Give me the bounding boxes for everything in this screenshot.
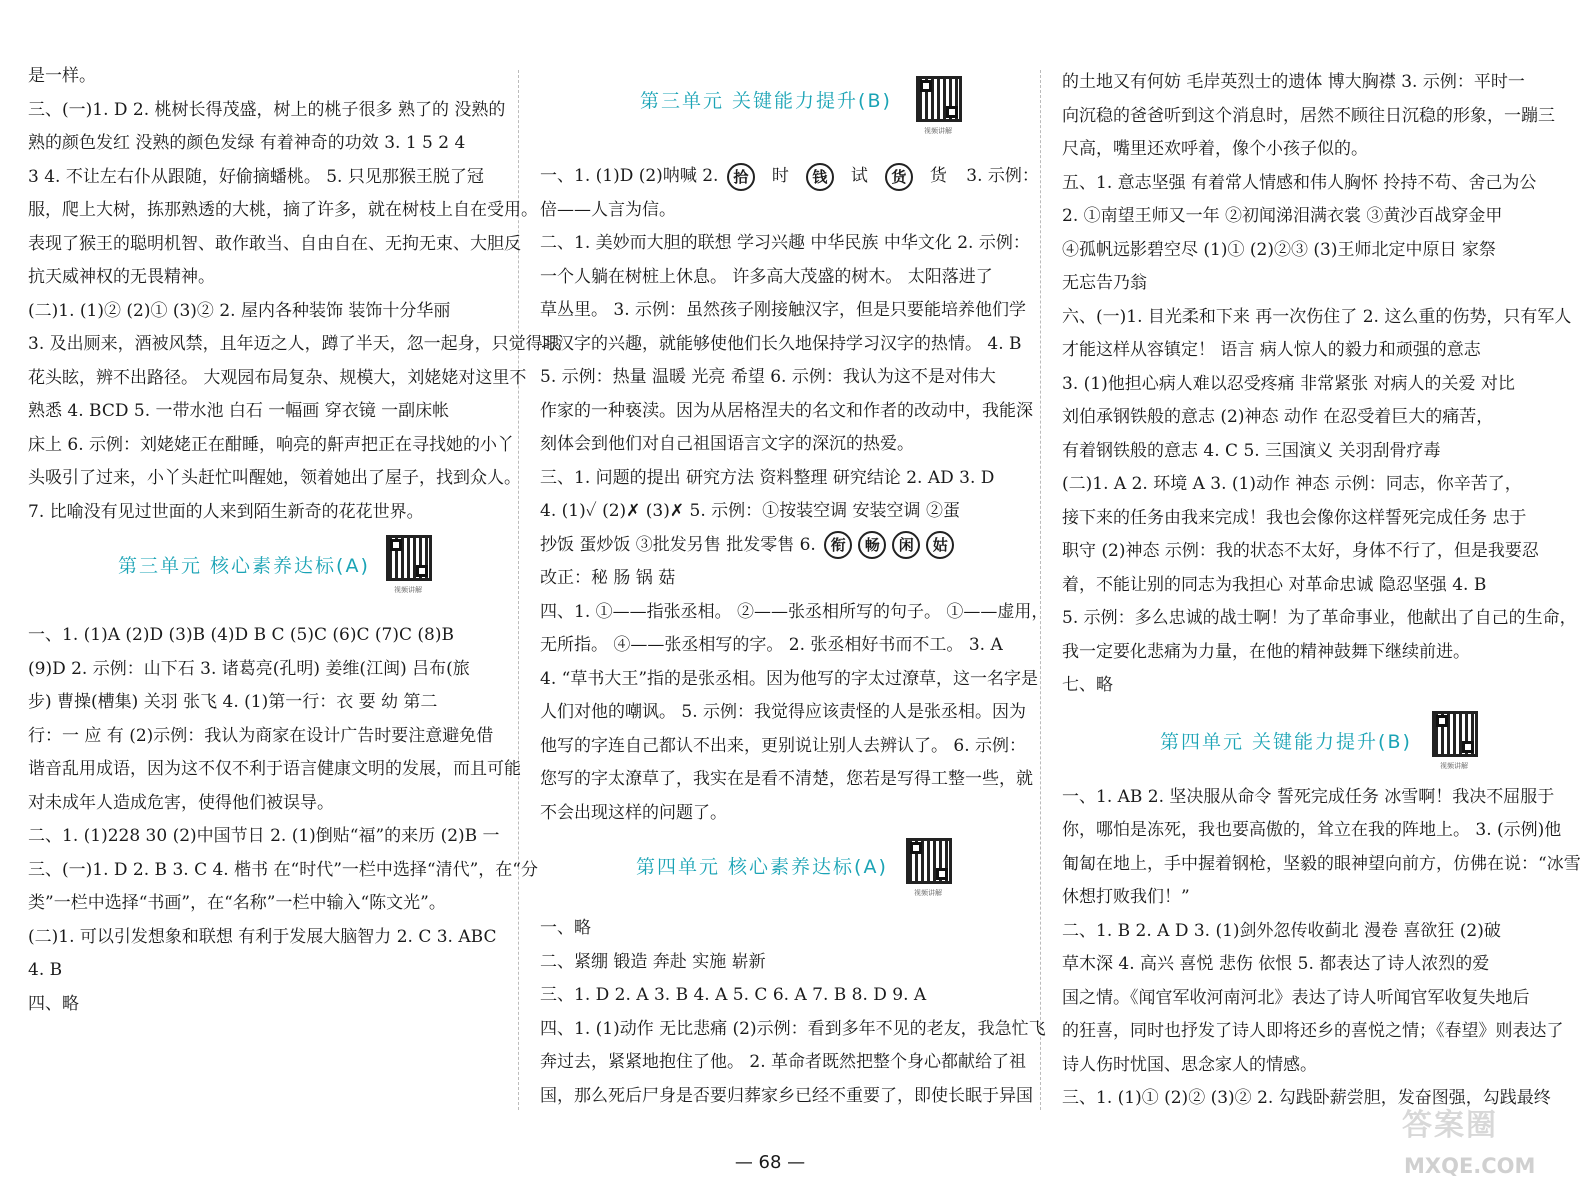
circled-char: 衔 [824, 531, 852, 559]
answer-line: 四、1. (1)动作 无比悲痛 (2)示例：看到多年不见的老友，我急忙飞 [540, 1018, 1046, 1039]
answer-line: 诗人伤时忧国、思念家人的情感。 [1062, 1054, 1317, 1075]
circled-char: 钱 [806, 163, 834, 191]
answer-line: 3. 及出厕来，酒被风禁，且年迈之人，蹲了半天，忽一起身，只觉得眼 [28, 334, 560, 354]
answer-line: 习汉字的兴趣，就能够使他们长久地保持学习汉字的热情。 4. B [540, 333, 1022, 354]
answer-block [1062, 781, 1581, 1116]
answer-line: 7. 比喻没有见过世面的人来到陌生新奇的花花世界。 [28, 501, 424, 522]
answer-line [540, 529, 1010, 563]
qr-caption: 视频讲解 [1440, 761, 1468, 770]
answer-text: 3. 示例： [966, 166, 1039, 186]
answer-line: 表现了猴王的聪明机智、敢作敢当、自由自在、无拘无束、大胆反 [28, 233, 521, 254]
answer-line: 你，哪怕是冻死，我也要高傲的，耸立在我的阵地上。 3. (示例)他 [1062, 820, 1562, 840]
answer-line: 刘伯承钢铁般的意志 (2)神态 动作 在忍受着巨大的痛苦， [1062, 407, 1494, 427]
answer-line: 我一定要化悲痛为力量，在他的精神鼓舞下继续前进。 [1062, 641, 1470, 662]
answer-block [540, 912, 1046, 1113]
answer-line: 是一样。 [28, 66, 96, 86]
answer-line: (9)D 2. 示例：山下石 3. 诸葛亮(孔明) 姜维(江闽) 吕布(旅 [28, 658, 470, 679]
answer-line: 三、(一)1. D 2. 桃树长得茂盛，树上的桃子很多 熟了的 没熟的 [28, 99, 506, 120]
qr-code-icon[interactable] [916, 76, 962, 122]
answer-text: 抄饭 蛋炒饭 ③批发另售 批发零售 6. [540, 534, 816, 555]
answer-line: (二)1. 可以引发想象和联想 有利于发展大脑智力 2. C 3. ABC [28, 926, 497, 947]
answer-line: 三、(一)1. D 2. B 3. C 4. 楷书 在“时代”一栏中选择“清代”，在“分 [28, 859, 538, 880]
answer-line: 类”一栏中选择“书画”，在“名称”一栏中输入“陈文光”。 [28, 893, 446, 913]
answer-line: 床上 6. 示例：刘姥姥正在酣睡，响亮的鼾声把正在寻找她的小丫 [28, 434, 515, 455]
plain-char: 时 [771, 166, 789, 186]
answer-line: 六、(一)1. 目光柔和下来 再一次伤住了 2. 这么重的伤势，只有军人 [1062, 306, 1572, 327]
answer-text: 一、1. (1)D (2)呐喊 2. [540, 166, 719, 186]
answer-column-middle [540, 10, 1049, 1106]
answer-line: 二、紧绷 锻造 奔赴 实施 崭新 [540, 951, 766, 972]
answer-line: 向沉稳的爸爸听到这个消息时，居然不顾往日沉稳的形象，一蹦三 [1062, 105, 1555, 126]
answer-line: 匍匐在地上，手中握着钢枪，坚毅的眼神望向前方，仿佛在说：“冰雪 [1062, 853, 1581, 874]
answer-line: 草木深 4. 高兴 喜悦 悲伤 依恨 5. 都表达了诗人浓烈的爱 [1062, 954, 1490, 974]
section-header [540, 10, 1010, 135]
answer-line: 4. “草书大王”指的是张丞相。因为他写的字太过潦草，这一名字是 [540, 668, 1039, 689]
answer-line: 三、1. 问题的提出 研究方法 资料整理 研究结论 2. AD 3. D [540, 467, 995, 488]
watermark-logo [1400, 1100, 1536, 1186]
answer-line: 二、1. B 2. A D 3. (1)剑外忽传收蓟北 漫卷 喜欲狂 (2)破 [1062, 920, 1501, 941]
answer-line: 二、1. (1)228 30 (2)中国节日 2. (1)倒贴“福”的来历 (2)B 一 [28, 826, 500, 846]
answer-line: 休想打败我们！” [1062, 887, 1190, 907]
section-title: 第三单元 核心素养达标(A) [118, 555, 370, 577]
answer-line: 职守 (2)神态 示例：我的状态不太好，身体不行了，但是我要忍 [1062, 541, 1539, 561]
answer-line: 的土地又有何妨 毛岸英烈士的遗体 博大胸襟 3. 示例：平时一 [1062, 72, 1525, 92]
qr-caption: 视频讲解 [394, 586, 422, 594]
circled-characters [724, 166, 961, 186]
section-header [28, 529, 498, 619]
answer-line: 谐音乱用成语，因为这不仅不利于语言健康文明的发展，而且可能 [28, 759, 521, 779]
qr-code-icon[interactable] [386, 535, 432, 581]
answer-column-left [28, 60, 560, 1120]
answer-block [540, 194, 1033, 529]
answer-line: 抗天威神权的无畏精神。 [28, 267, 215, 287]
answer-line: 人们对他的嘲讽。 5. 示例：我觉得应该责怪的人是张丞相。因为 [540, 702, 1027, 722]
answer-line: 作家的一种亵渎。因为从居格涅夫的名文和作者的改动中，我能深 [540, 400, 1033, 421]
answer-line: (二)1. A 2. 环境 A 3. (1)动作 神态 示例：同志，你辛苦了， [1062, 474, 1522, 494]
answer-line: 才能这样从容镇定！ 语言 病人惊人的毅力和顽强的意志 [1062, 340, 1481, 360]
circled-char: 拾 [727, 163, 755, 191]
answer-line: 接下来的任务由我来完成！我也会像你这样誓死完成任务 忠于 [1062, 507, 1527, 528]
answer-line: 服，爬上大树，拣那熟透的大桃，摘了许多，就在树枝上自在受用。 [28, 200, 538, 220]
plain-char: 试 [850, 166, 868, 186]
watermark-url: MXQE.COM [1404, 1154, 1536, 1178]
answer-line: 改正：秘 肠 锅 菇 [540, 568, 676, 588]
column-divider [518, 70, 519, 1110]
answer-line: 无所指。 ④——张丞相写的字。 2. 张丞相好书而不工。 3. A [540, 635, 1003, 655]
answer-line: 倍——人言为信。 [540, 199, 676, 220]
answer-line: 着，不能让别的同志为我担心 对革命忠诚 隐忍坚强 4. B [1062, 574, 1487, 595]
section-title: 第四单元 关键能力提升(B) [1160, 730, 1412, 753]
section-title: 第三单元 关键能力提升(B) [640, 90, 892, 112]
answer-line: 一、1. AB 2. 坚决服从命令 誓死完成任务 冰雪啊！我决不屈服于 [1062, 786, 1555, 807]
answer-block [540, 562, 1049, 830]
answer-line: 奔过去，紧紧地抱住了他。 2. 革命者既然把整个身心都献给了祖 [540, 1052, 1027, 1072]
answer-line: ④孤帆远影碧空尽 (1)① (2)②③ (3)王师北定中原日 家祭 [1062, 239, 1496, 260]
section-header [540, 830, 1010, 912]
answer-line: 四、1. ①——指张丞相。 ②——张丞相所写的句子。 ①——虚用， [540, 601, 1049, 622]
answer-line: 五、1. 意志坚强 有着常人情感和伟人胸怀 拎持不苟、舍己为公 [1062, 172, 1537, 193]
answer-line: 草丛里。 3. 示例：虽然孩子刚接触汉字，但是只要能培养他们学 [540, 300, 1027, 320]
answer-line: 尺高，嘴里还欢呼着，像个小孩子似的。 [1062, 139, 1368, 159]
answer-line: 一、略 [540, 918, 591, 938]
circled-characters [821, 535, 957, 555]
answer-line: 3. (1)他担心病人难以忍受疼痛 非常紧张 对病人的关爱 对比 [1062, 373, 1515, 394]
answer-line: 一个人躺在树桩上休息。 许多高大茂盛的树木。 太阳落进了 [540, 266, 993, 287]
answer-line: 熟的颜色发红 没熟的颜色发绿 有着神奇的功效 3. 1 5 2 4 [28, 133, 466, 153]
answer-line: (二)1. (1)② (2)① (3)② 2. 屋内各种装饰 装饰十分华丽 [28, 300, 451, 321]
answer-line: 头吸引了过来，小丫头赶忙叫醒她，领着她出了屋子，找到众人。 [28, 468, 521, 488]
answer-block [28, 60, 560, 529]
circled-char: 姑 [926, 531, 954, 559]
answer-line: 刻体会到他们对自己祖国语言文字的深沉的热爱。 [540, 434, 914, 454]
answer-line: 三、1. D 2. A 3. B 4. A 5. C 6. A 7. B 8. D 9. A [540, 985, 927, 1005]
answer-line: 熟悉 4. BCD 5. 一带水池 白石 一幅画 穿衣镜 一副床帐 [28, 401, 450, 421]
section-header [1062, 703, 1530, 781]
qr-caption: 视频讲解 [914, 889, 942, 897]
answer-line: 无忘告乃翁 [1062, 273, 1147, 293]
answer-line: 二、1. 美妙而大胆的联想 学习兴趣 中华民族 中华文化 2. 示例： [540, 233, 1030, 253]
answer-line: 5. 示例：热量 温暖 光亮 希望 6. 示例：我认为这不是对伟大 [540, 367, 996, 387]
answer-line: 步) 曹操(槽集) 关羽 张飞 4. (1)第一行：衣 要 幼 第二 [28, 692, 438, 712]
answer-line [540, 160, 1039, 194]
answer-line: 对未成年人造成危害，使得他们被误导。 [28, 792, 334, 813]
answer-line: 4. B [28, 960, 63, 980]
answer-line: 一、1. (1)A (2)D (3)B (4)D B C (5)C (6)C (7)C (8)B [28, 625, 454, 645]
answer-line: 三、1. (1)① (2)② (3)② 2. 勾践卧薪尝胆，发奋图强，勾践最终 [1062, 1088, 1551, 1108]
answer-line: 行：一 应 有 (2)示例：我认为商家在设计广告时要注意避免借 [28, 725, 494, 746]
answer-column-right [1062, 66, 1581, 1126]
qr-caption: 视频讲解 [924, 127, 952, 135]
answer-line: 2. ①南望王师又一年 ②初闻涕泪满衣裳 ③黄沙百战穿金甲 [1062, 206, 1503, 226]
answer-block [28, 619, 538, 1021]
page-number: — 68 — [734, 1152, 806, 1173]
answer-line: 四、略 [28, 993, 79, 1014]
section-title: 第四单元 核心素养达标(A) [636, 856, 888, 878]
answer-block [1062, 66, 1577, 703]
circled-char: 闲 [892, 531, 920, 559]
answer-line: 5. 示例：多么忠诚的战士啊！为了革命事业，他献出了自己的生命， [1062, 608, 1577, 628]
answer-line: 您写的字太潦草了，我实在是看不清楚，您若是写得工整一些，就 [540, 769, 1033, 789]
column-divider [1040, 70, 1041, 1110]
answer-line: 的狂喜，同时也抒发了诗人即将还乡的喜悦之情；《春望》则表达了 [1062, 1021, 1564, 1041]
qr-code-icon[interactable] [1432, 711, 1478, 757]
circled-char: 货 [885, 163, 913, 191]
answer-line: 国之情。《闻官军收河南河北》表达了诗人听闻官军收复失地后 [1062, 987, 1530, 1008]
circled-char: 畅 [858, 531, 886, 559]
answer-line: 4. (1)✓ (2)✗ (3)✗ 5. 示例：①按装空调 安装空调 ②蛋 [540, 501, 960, 521]
answer-line: 有着钢铁般的意志 4. C 5. 三国演义 关羽刮骨疗毒 [1062, 440, 1441, 461]
qr-code-icon[interactable] [906, 838, 952, 884]
plain-char: 货 [929, 166, 947, 186]
answer-line: 花头眩，辨不出路径。 大观园布局复杂、规模大，刘姥姥对这里不 [28, 367, 527, 388]
answer-line: 不会出现这样的问题了。 [540, 802, 727, 823]
answer-line: 3 4. 不让左右仆从跟随，好偷摘蟠桃。 5. 只见那猴王脱了冠 [28, 166, 484, 187]
answer-line: 他写的字连自己都认不出来，更别说让别人去辨认了。 6. 示例： [540, 735, 1027, 756]
answer-line: 七、略 [1062, 675, 1113, 695]
answer-line: 国，那么死后尸身是否要归葬家乡已经不重要了，即使长眠于异国 [540, 1085, 1033, 1106]
watermark-text: 答案圈 [1402, 1108, 1498, 1143]
